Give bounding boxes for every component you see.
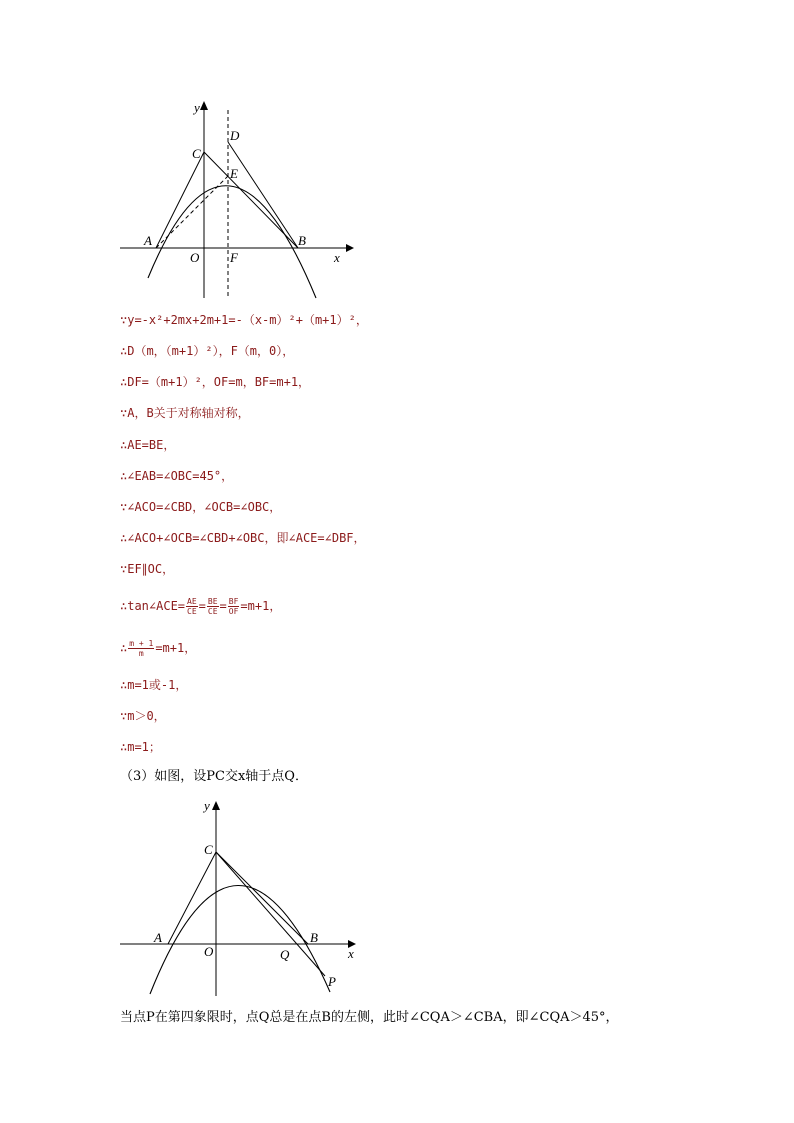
figure-2-svg xyxy=(110,796,370,1000)
line-5: ∴AE=BE， xyxy=(120,438,176,452)
line-4: ∵A，B关于对称轴对称， xyxy=(120,406,250,420)
equals-sign: = xyxy=(219,599,227,613)
label-c: C xyxy=(204,842,213,857)
fraction-numerator: m + 1 xyxy=(129,639,154,648)
label-d: D xyxy=(230,128,240,143)
x-axis-arrow-icon xyxy=(346,244,354,252)
fraction-denominator: CE xyxy=(207,607,218,616)
line-7: ∵∠ACO=∠CBD，∠OCB=∠OBC， xyxy=(120,500,282,514)
parabola-curve xyxy=(148,186,316,298)
line-10-suffix: =m+1， xyxy=(240,599,282,613)
fraction-ae-ce xyxy=(186,597,198,616)
segment-ae xyxy=(156,176,228,248)
label-x: x xyxy=(348,946,354,961)
line-11-suffix: =m+1， xyxy=(155,641,197,655)
figure-1-svg xyxy=(110,96,360,306)
fraction-numerator: BE xyxy=(207,597,218,606)
line-11 xyxy=(120,638,196,658)
fraction-bf-of xyxy=(228,597,240,616)
label-e: E xyxy=(230,166,238,181)
label-b: B xyxy=(298,233,306,248)
line-3: ∴DF=（m+1）²，OF=m，BF=m+1， xyxy=(120,375,311,389)
label-b: B xyxy=(310,930,318,945)
y-axis-arrow-icon xyxy=(200,101,208,110)
figure-2 xyxy=(110,796,370,1000)
label-a: A xyxy=(144,233,152,248)
label-f: F xyxy=(230,250,238,265)
figure-1 xyxy=(110,96,360,306)
segment-ac xyxy=(156,152,204,248)
line-12: ∴m=1或-1， xyxy=(120,678,188,692)
line-13: ∵m＞0， xyxy=(120,709,166,723)
line-10 xyxy=(120,596,281,616)
y-axis-arrow-icon xyxy=(212,801,220,810)
label-q: Q xyxy=(280,947,290,962)
label-o: O xyxy=(190,250,200,265)
segment-cp xyxy=(216,852,325,976)
label-y: y xyxy=(194,100,200,115)
segment-cb xyxy=(216,852,308,944)
equals-sign: = xyxy=(198,599,206,613)
line-6: ∴∠EAB=∠OBC=45°， xyxy=(120,469,234,483)
line-15: （3）如图，设PC交x轴于点Q． xyxy=(120,769,308,784)
line-2: ∴D（m，（m+1）²），F（m，0）， xyxy=(120,344,295,358)
fraction-be-ce xyxy=(207,597,219,616)
label-a: A xyxy=(154,930,162,945)
fraction-denominator: OF xyxy=(228,607,239,616)
label-p: P xyxy=(328,974,336,989)
segment-cb xyxy=(204,152,298,248)
fraction-numerator: BF xyxy=(228,597,239,606)
label-o: O xyxy=(204,944,214,959)
line-14: ∴m=1； xyxy=(120,740,161,754)
label-y: y xyxy=(204,798,210,813)
line-9: ∵EF∥OC， xyxy=(120,562,175,576)
fraction-numerator: AE xyxy=(187,597,197,606)
fraction-denominator: m xyxy=(138,649,144,658)
label-c: C xyxy=(192,146,201,161)
label-x: x xyxy=(334,250,340,265)
line-1: ∵y=-x²+2mx+2m+1=-（x-m）²+（m+1）²， xyxy=(120,313,368,327)
line-10-prefix: ∴tan∠ACE= xyxy=(120,599,186,613)
fraction-denominator: CE xyxy=(187,607,197,616)
line-11-prefix: ∴ xyxy=(120,641,128,655)
parabola-curve xyxy=(150,885,330,994)
footer-text: 当点P在第四象限时，点Q总是在点B的左侧，此时∠CQA＞∠CBA，即∠CQA＞45°， xyxy=(120,1010,619,1025)
fraction-m-plus-1-over-m xyxy=(128,639,154,658)
line-8: ∴∠ACO+∠OCB=∠CBD+∠OBC，即∠ACE=∠DBF， xyxy=(120,531,366,545)
segment-db xyxy=(228,142,298,248)
